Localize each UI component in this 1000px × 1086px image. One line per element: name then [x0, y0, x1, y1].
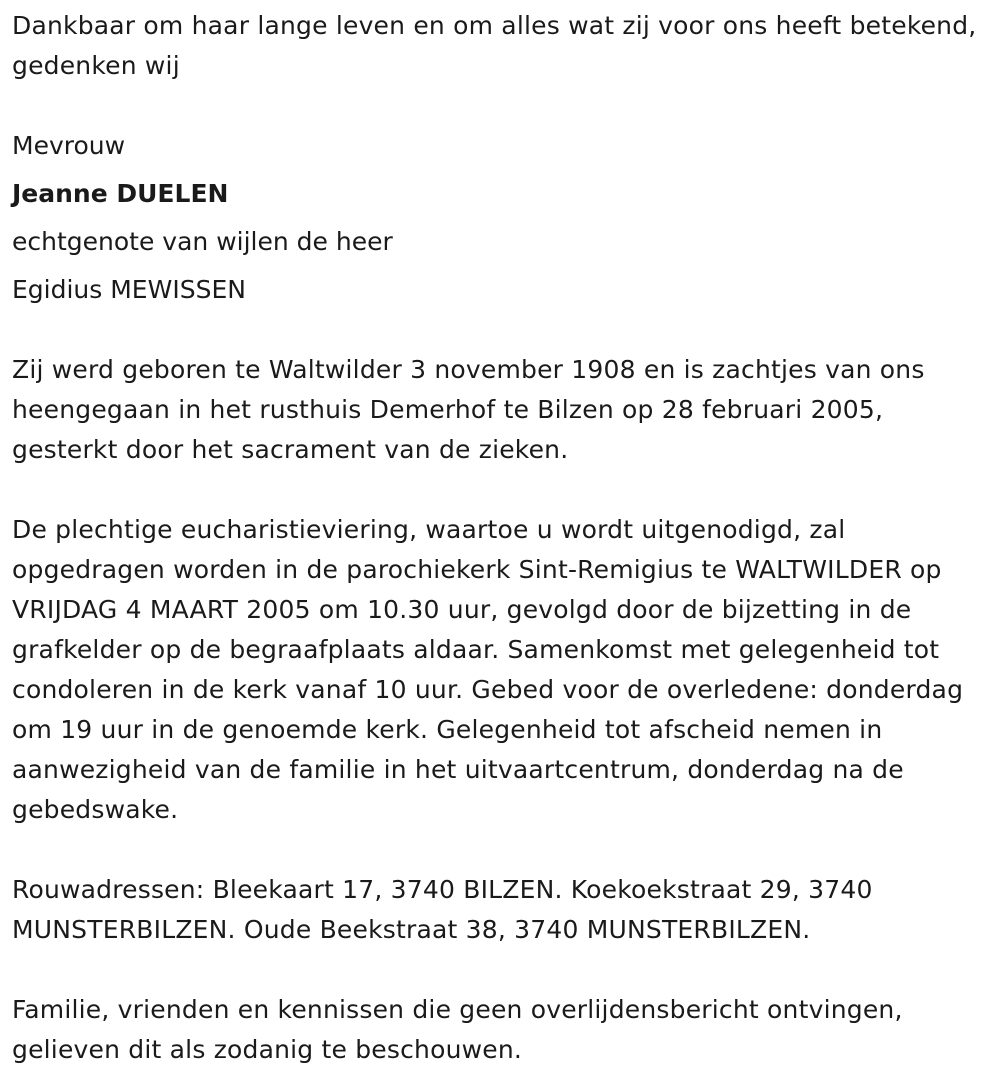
- spacer: [12, 830, 990, 870]
- birth-death-paragraph: Zij werd geboren te Waltwilder 3 november 1908 en is zachtjes van ons heengegaan in het rusthuis Demerhof te Bilzen op 28 februari 2005, gesterkt door het sacrament van de zieken.: [12, 355, 925, 464]
- closing-paragraph: Familie, vrienden en kennissen die geen overlijdensbericht ontvingen, gelieven dit als zodanig te beschouwen.: [12, 995, 903, 1064]
- spouse-name: Egidius MEWISSEN: [12, 275, 246, 304]
- relation-text: echtgenote van wijlen de heer: [12, 227, 393, 256]
- spacer: [12, 86, 990, 126]
- intro-paragraph: Dankbaar om haar lange leven en om alles wat zij voor ons heeft betekend, gedenken wij: [12, 11, 977, 80]
- spacer: [12, 470, 990, 510]
- spacer: [12, 310, 990, 350]
- ceremony-paragraph: De plechtige eucharistieviering, waartoe u wordt uitgenodigd, zal opgedragen worden in de parochiekerk Sint-Remigius te WALTWILDER op VRIJDAG 4 MAART 2005 om 10.30 uur, gevolgd door de bijzetting in de grafkelder op de begraafplaats aldaar. Samenkomst met gelegenheid tot condoleren in de kerk vanaf 10 uur. Gebed voor de overledene: donderdag om 19 uur in de genoemde kerk. Gelegenheid tot afscheid nemen in aanwezigheid van de familie in het uitvaartcentrum, donderdag na de gebedswake.: [12, 515, 964, 824]
- deceased-name: Jeanne DUELEN: [12, 179, 229, 208]
- addresses-paragraph: Rouwadressen: Bleekaart 17, 3740 BILZEN. Koekoekstraat 29, 3740 MUNSTERBILZEN. Oude Beekstraat 38, 3740 MUNSTERBILZEN.: [12, 875, 873, 944]
- deceased-name-block: [12, 122, 990, 314]
- spacer: [12, 950, 990, 990]
- honorific: Mevrouw: [12, 131, 126, 160]
